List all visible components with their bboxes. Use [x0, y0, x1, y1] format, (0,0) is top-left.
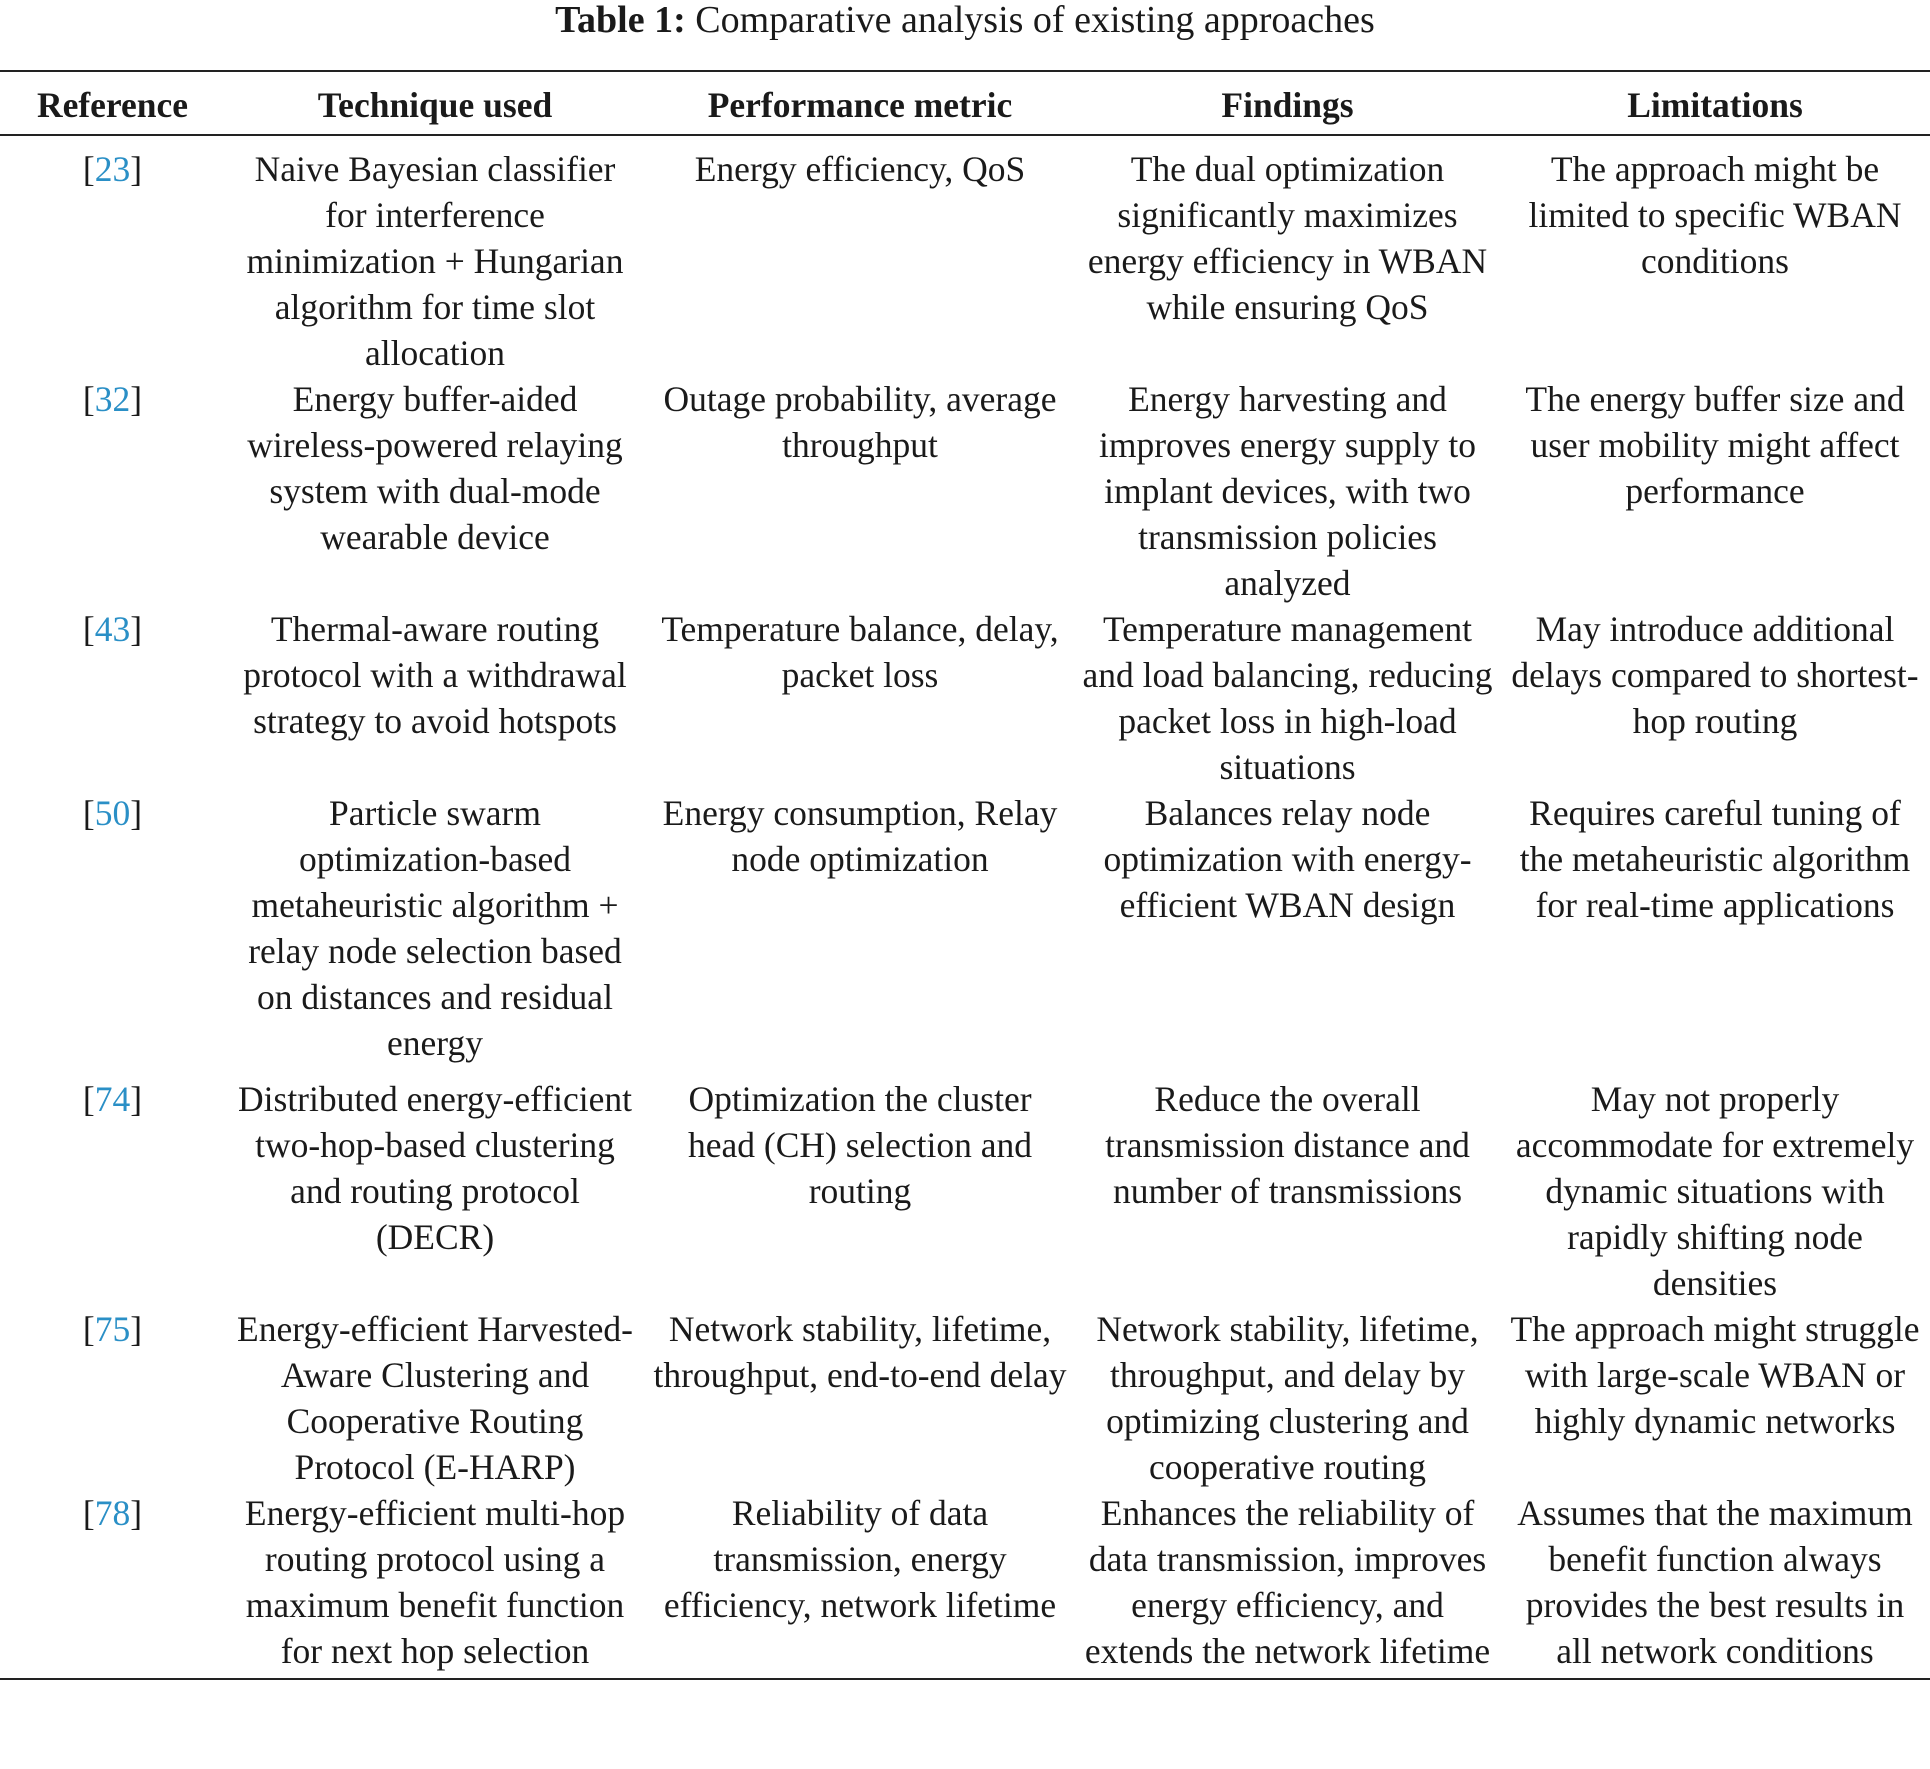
technique-cell: Energy-efficient Harvested-Aware Clustering and Cooperative Routing Protocol (E-HARP)	[237, 1309, 633, 1487]
limitations-cell: The approach might struggle with large-scale WBAN or highly dynamic networks	[1510, 1309, 1920, 1441]
reference-link[interactable]: 50	[94, 793, 131, 833]
metric-cell: Network stability, lifetime, throughput, end-to-end delay	[653, 1309, 1067, 1395]
header-limitations: Limitations	[1500, 71, 1930, 135]
table-row	[0, 376, 1930, 606]
header-metric: Performance metric	[645, 71, 1075, 135]
technique-cell: Thermal-aware routing protocol with a withdrawal strategy to avoid hotspots	[243, 609, 627, 741]
table-row	[0, 790, 1930, 1076]
findings-cell: Temperature management and load balancing, reducing packet loss in high-load situations	[1082, 609, 1493, 787]
reference-link[interactable]: 74	[94, 1079, 131, 1119]
reference-link[interactable]: 43	[94, 609, 131, 649]
limitations-cell: The energy buffer size and user mobility might affect performance	[1525, 379, 1905, 511]
reference-cell: [74]	[82, 1079, 143, 1119]
technique-cell: Particle swarm optimization-based metaheuristic algorithm + relay node selection based on distances and residual energy	[248, 793, 622, 1063]
findings-cell: Balances relay node optimization with energy-efficient WBAN design	[1103, 793, 1472, 925]
caption-label: Table 1:	[555, 0, 686, 41]
header-findings: Findings	[1075, 71, 1500, 135]
table-body	[0, 135, 1930, 1679]
metric-cell: Temperature balance, delay, packet loss	[661, 609, 1059, 695]
findings-cell: Enhances the reliability of data transmission, improves energy efficiency, and extends the network lifetime	[1075, 1490, 1500, 1679]
reference-cell: [75]	[82, 1309, 143, 1349]
limitations-cell: Requires careful tuning of the metaheuristic algorithm for real-time applications	[1519, 793, 1911, 925]
findings-cell: Energy harvesting and improves energy supply to implant devices, with two transmission policies analyzed	[1099, 379, 1476, 603]
metric-cell: Energy efficiency, QoS	[694, 149, 1026, 189]
findings-cell: Reduce the overall transmission distance and number of transmissions	[1105, 1079, 1470, 1211]
metric-cell: Energy consumption, Relay node optimization	[662, 793, 1058, 879]
table-caption	[0, 0, 1930, 40]
table-row	[0, 1306, 1930, 1490]
table-row	[0, 606, 1930, 790]
reference-cell: [23]	[82, 149, 143, 189]
limitations-cell: May not properly accommodate for extremely dynamic situations with rapidly shifting node densities	[1515, 1079, 1915, 1303]
limitations-cell: Assumes that the maximum benefit function always provides the best results in all network conditions	[1500, 1490, 1930, 1679]
reference-link[interactable]: 23	[94, 149, 131, 189]
reference-link[interactable]: 32	[94, 379, 131, 419]
metric-cell: Outage probability, average throughput	[663, 379, 1057, 465]
reference-cell: [32]	[82, 379, 143, 419]
reference-link[interactable]: 75	[94, 1309, 131, 1349]
reference-cell: [43]	[82, 609, 143, 649]
findings-cell: The dual optimization significantly maximizes energy efficiency in WBAN while ensuring QoS	[1087, 149, 1488, 327]
technique-cell: Distributed energy-efficient two-hop-based clustering and routing protocol (DECR)	[238, 1079, 632, 1257]
reference-link[interactable]: 78	[94, 1493, 131, 1533]
metric-cell: Reliability of data transmission, energy efficiency, network lifetime	[645, 1490, 1075, 1679]
technique-cell: Energy buffer-aided wireless-powered relaying system with dual-mode wearable device	[247, 379, 623, 557]
findings-cell: Network stability, lifetime, throughput, and delay by optimizing clustering and cooperative routing	[1096, 1309, 1479, 1487]
header-row	[0, 71, 1930, 135]
comparison-table-container	[0, 70, 1930, 1680]
comparison-table	[0, 70, 1930, 1680]
table-row	[0, 1490, 1930, 1679]
reference-cell: [78]	[0, 1490, 225, 1679]
limitations-cell: May introduce additional delays compared to shortest-hop routing	[1511, 609, 1919, 741]
technique-cell: Naive Bayesian classifier for interference minimization + Hungarian algorithm for time slot allocation	[246, 149, 624, 373]
limitations-cell: The approach might be limited to specific WBAN conditions	[1528, 149, 1902, 281]
table-row	[0, 1076, 1930, 1306]
reference-cell: [50]	[82, 793, 143, 833]
metric-cell: Optimization the cluster head (CH) selection and routing	[687, 1079, 1033, 1211]
technique-cell: Energy-efficient multi-hop routing protocol using a maximum benefit function for next hop selection	[225, 1490, 645, 1679]
header-technique: Technique used	[225, 71, 645, 135]
table-header	[0, 71, 1930, 135]
table-row	[0, 135, 1930, 376]
caption-text: Comparative analysis of existing approaches	[695, 0, 1375, 41]
header-reference: Reference	[0, 71, 225, 135]
